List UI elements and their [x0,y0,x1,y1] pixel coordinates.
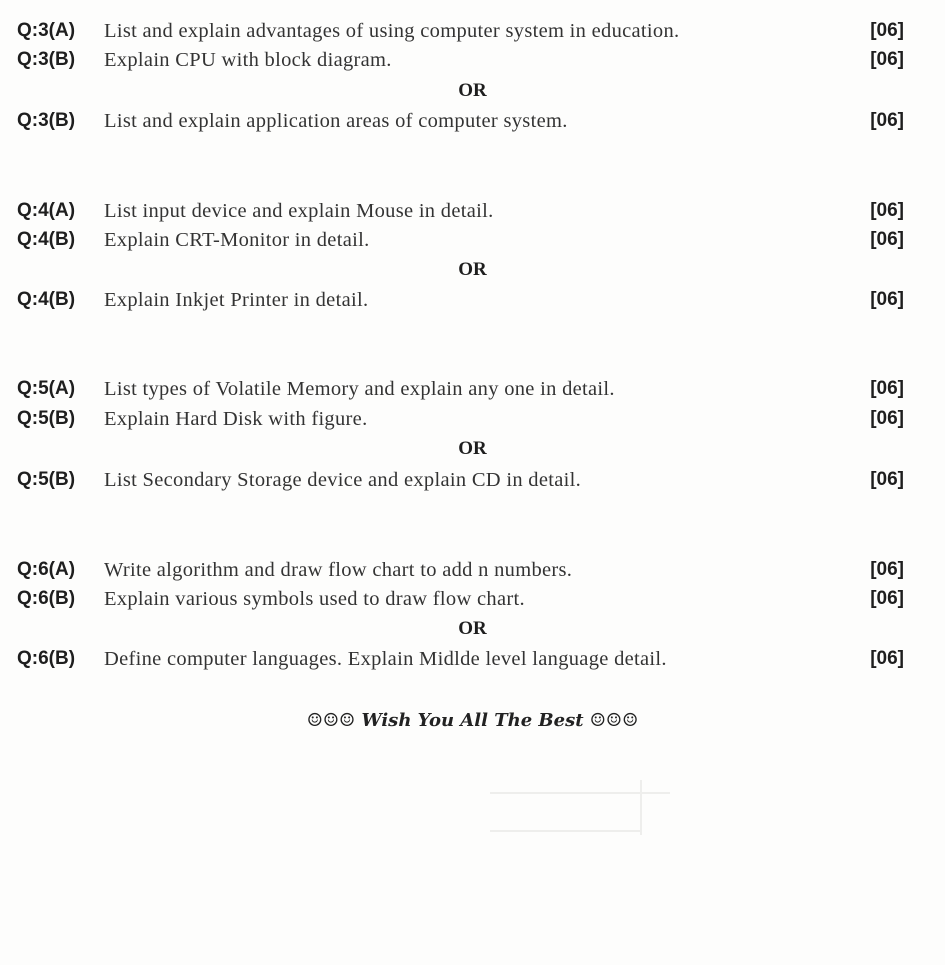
bleed-through-mark [490,830,640,832]
question-text: Explain CPU with block diagram. [104,49,392,71]
question-row [0,404,945,434]
question-marks: [06] [870,200,904,221]
question-number: Q:4(B) [17,289,76,310]
question-marks: [06] [870,588,904,609]
question-marks: [06] [870,49,904,70]
bleed-through-mark [640,780,642,835]
question-marks: [06] [870,648,904,669]
question-marks: [06] [870,110,904,131]
question-text: List types of Volatile Memory and explain any one in detail. [104,378,615,400]
question-number: Q:6(B) [17,588,76,609]
question-marks: [06] [870,229,904,250]
question-number: Q:5(B) [17,408,76,429]
question-text: Define computer languages. Explain Midlde level language detail. [104,648,667,670]
question-row [0,584,945,614]
question-marks: [06] [870,378,904,399]
question-row [0,465,945,495]
or-separator: OR [458,80,487,101]
question-row [0,644,945,674]
or-separator: OR [458,438,487,459]
question-marks: [06] [870,559,904,580]
question-marks: [06] [870,469,904,490]
question-row [0,16,945,46]
question-row [0,555,945,585]
question-number: Q:6(A) [17,559,76,580]
question-number: Q:6(B) [17,648,76,669]
question-row [0,285,945,315]
question-marks: [06] [870,289,904,310]
question-text: List and explain advantages of using computer system in education. [104,20,680,42]
question-number: Q:4(B) [17,229,76,250]
question-row [0,45,945,75]
bleed-through-mark [490,792,670,794]
question-row [0,196,945,226]
closing-wish: ☺☺☺ Wish You All The Best ☺☺☺ [306,710,639,731]
question-row [0,106,945,136]
question-number: Q:3(A) [17,20,76,41]
question-text: List and explain application areas of computer system. [104,110,568,132]
question-text: Explain Hard Disk with figure. [104,408,368,430]
question-number: Q:4(A) [17,200,76,221]
question-row [0,225,945,255]
question-text: List input device and explain Mouse in detail. [104,200,494,222]
question-number: Q:5(B) [17,469,76,490]
or-separator: OR [458,259,487,280]
question-text: Explain Inkjet Printer in detail. [104,289,369,311]
or-separator: OR [458,618,487,639]
question-number: Q:3(B) [17,49,76,70]
question-row [0,374,945,404]
question-number: Q:5(A) [17,378,76,399]
question-marks: [06] [870,20,904,41]
question-text: List Secondary Storage device and explain CD in detail. [104,469,582,491]
question-marks: [06] [870,408,904,429]
question-number: Q:3(B) [17,110,76,131]
question-text: Write algorithm and draw flow chart to add n numbers. [104,559,573,581]
question-text: Explain various symbols used to draw flow chart. [104,588,525,610]
question-text: Explain CRT-Monitor in detail. [104,229,370,251]
